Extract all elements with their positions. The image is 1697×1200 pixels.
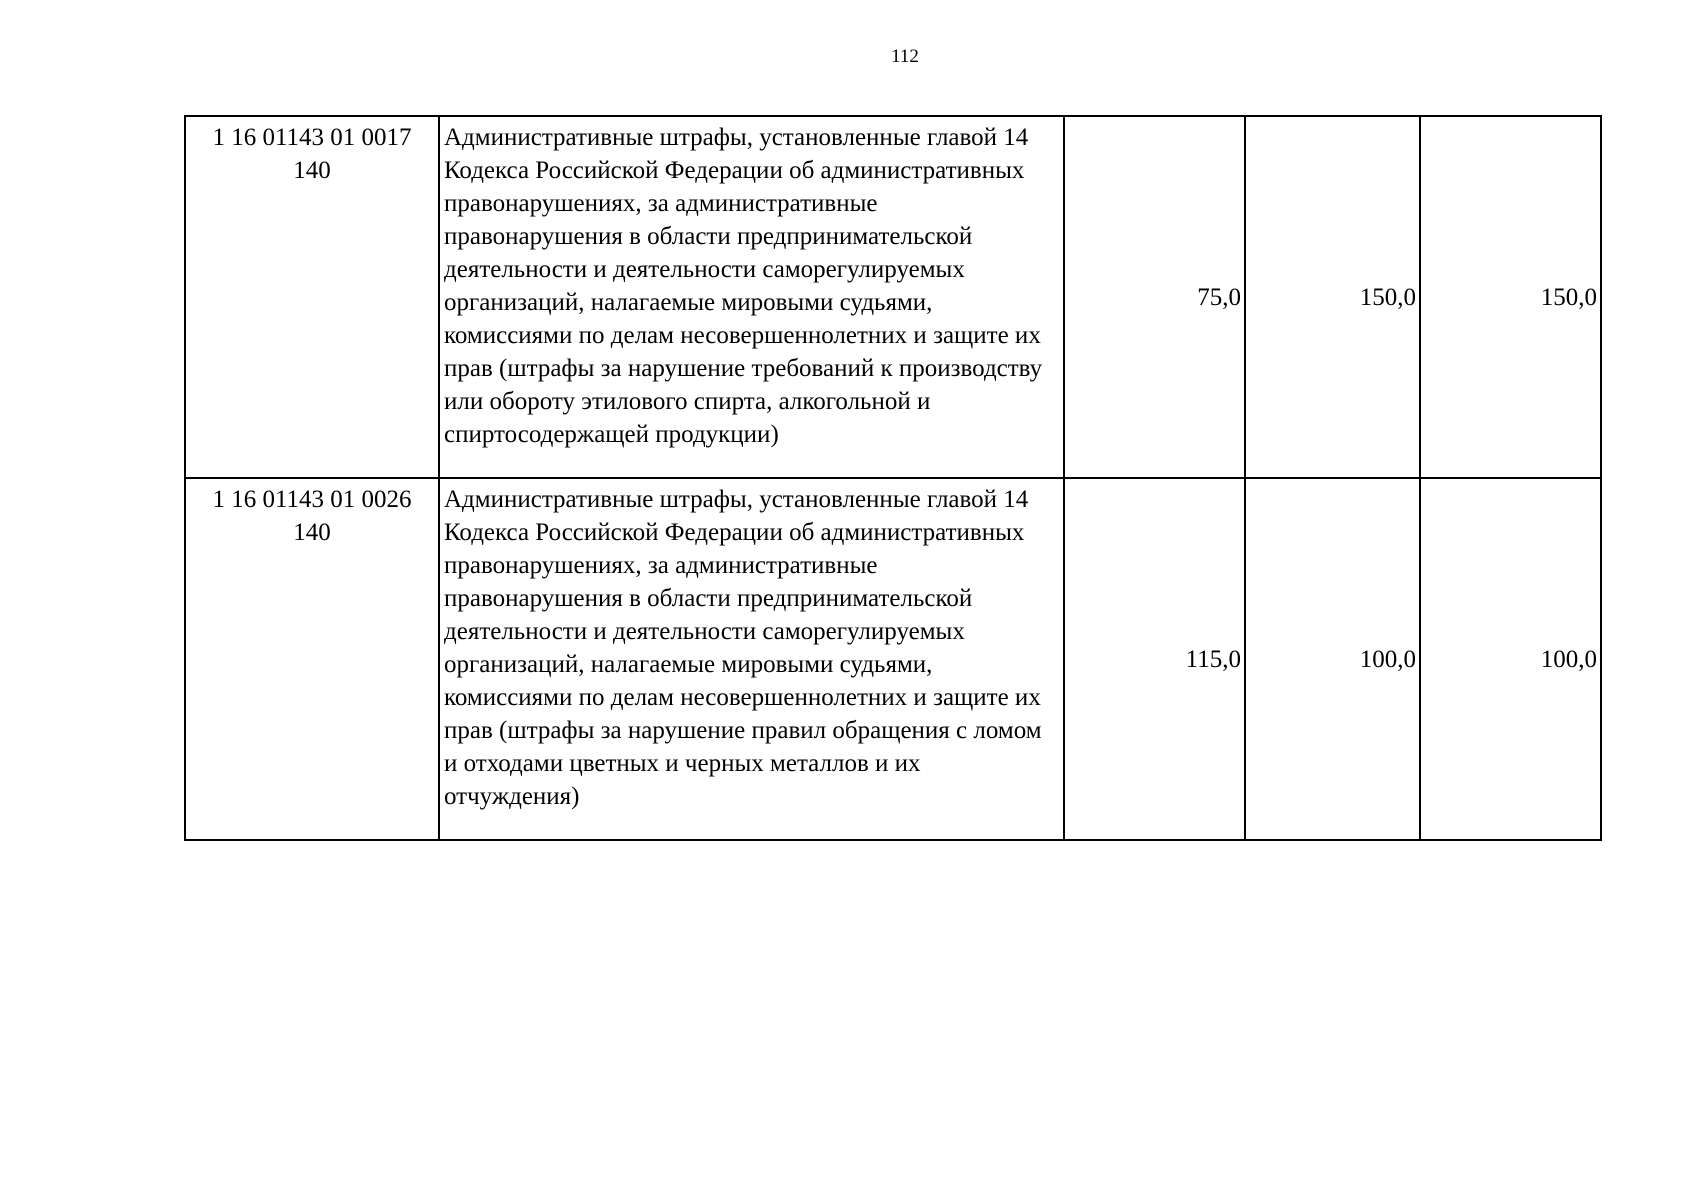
budget-code: 1 16 01143 01 0026 bbox=[212, 486, 412, 513]
budget-code-cell bbox=[185, 116, 439, 478]
amount-year-1: 115,0 bbox=[1064, 478, 1245, 840]
amount-year-3: 150,0 bbox=[1420, 116, 1601, 478]
amount-year-1: 75,0 bbox=[1064, 116, 1245, 478]
budget-table bbox=[184, 115, 1602, 841]
budget-code-cell bbox=[185, 478, 439, 840]
budget-code-suffix: 140 bbox=[293, 157, 331, 184]
table-row bbox=[185, 116, 1601, 478]
amount-year-2: 100,0 bbox=[1245, 478, 1420, 840]
amount-year-2: 150,0 bbox=[1245, 116, 1420, 478]
page-number: 112 bbox=[891, 46, 919, 67]
amount-year-3: 100,0 bbox=[1420, 478, 1601, 840]
budget-code: 1 16 01143 01 0017 bbox=[212, 124, 412, 151]
table-row bbox=[185, 478, 1601, 840]
description-cell: Административные штрафы, установленные главой 14 Кодекса Российской Федерации об административных правонарушениях, за административные правонарушения в области предпринимательской деятельности и деятельности саморегулируемых организаций, налагаемые мировыми судьями, комиссиями по делам несовершеннолетних и защите их прав (штрафы за нарушение требований к производству или обороту этилового спирта, алкогольной и спиртосодержащей продукции) bbox=[439, 116, 1064, 478]
budget-code-suffix: 140 bbox=[293, 519, 331, 546]
description-cell: Административные штрафы, установленные главой 14 Кодекса Российской Федерации об административных правонарушениях, за административные правонарушения в области предпринимательской деятельности и деятельности саморегулируемых организаций, налагаемые мировыми судьями, комиссиями по делам несовершеннолетних и защите их прав (штрафы за нарушение правил обращения с ломом и отходами цветных и черных металлов и их отчуждения) bbox=[439, 478, 1064, 840]
